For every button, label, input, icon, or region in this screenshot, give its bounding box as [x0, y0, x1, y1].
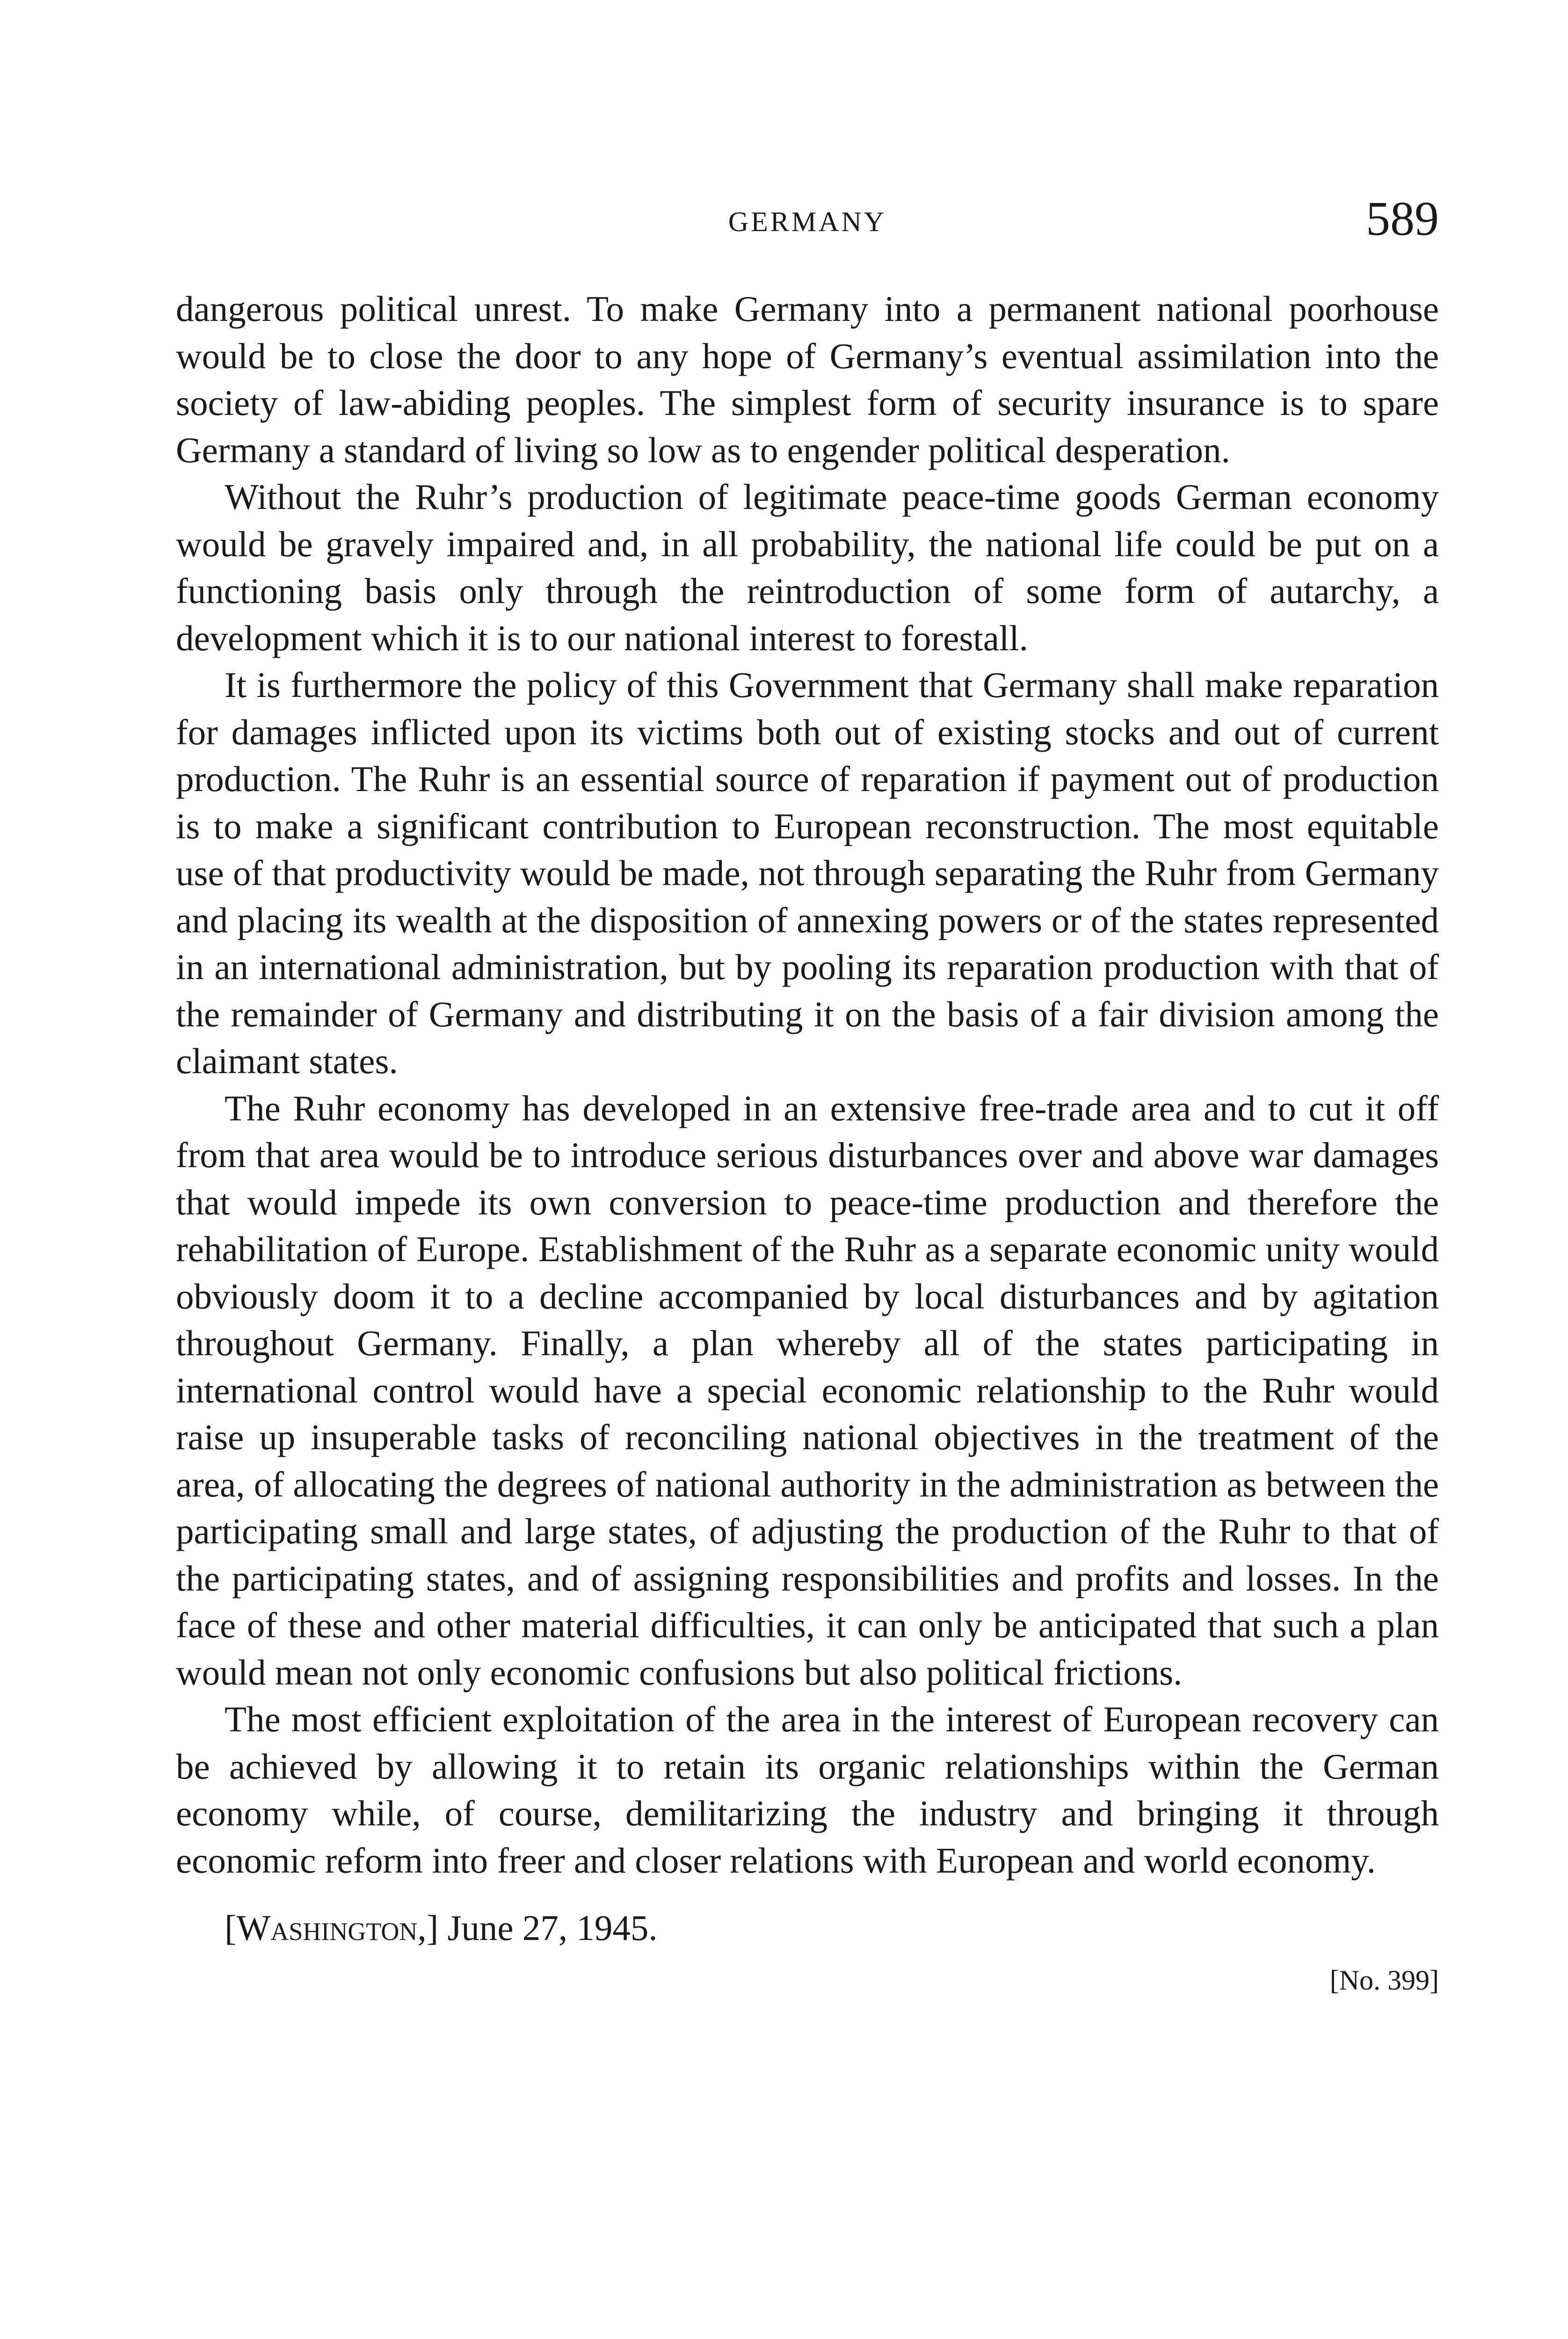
body-text	[176, 285, 1439, 1884]
document-number: [No. 399]	[1329, 1965, 1439, 1996]
dateline-date: June 27, 1945.	[447, 1908, 658, 1948]
document-page	[176, 187, 1439, 1997]
paragraph-continued: dangerous political unrest. To make Germany into a permanent national poorhouse would be to close the door to any hope of Germany’s eventual assimilation into the society of law-abiding peoples. The simplest form of security insurance is to spare Germany a standard of living so low as to engender political desperation.	[176, 289, 1439, 470]
paragraph: It is furthermore the policy of this Government that Germany shall make reparation for damages inflicted upon its victims both out of existing stocks and out of current production. The Ruhr is an essential source of reparation if payment out of production is to make a significant contribution to European reconstruction. The most equitable use of that productivity would be made, not through separating the Ruhr from Germany and placing its wealth at the disposition of annexing powers or of the states represented in an international administration, but by pooling its reparation production with that of the remainder of Germany and distributing it on the basis of a fair division among the claimant states.	[176, 665, 1439, 1081]
paragraph: The Ruhr economy has developed in an extensive free-trade area and to cut it off from that area would be to introduce serious disturbances over and above war damages that would impede its own conversion to peace-time production and therefore the rehabilitation of Europe. Establishment of the Ruhr as a separate economic unity would obviously doom it to a decline accompanied by local disturbances and by agitation throughout Germany. Finally, a plan whereby all of the states participating in international control would have a special economic relationship to the Ruhr would raise up insuperable tasks of reconciling national objectives in the treatment of the area, of allocating the degrees of national authority in the administration as between the participating small and large states, of adjusting the production of the Ruhr to that of the participating states, and of assigning responsibilities and profits and losses. In the face of these and other material difficulties, it can only be anticipated that such a plan would mean not only economic confusions but also political frictions.	[176, 1088, 1439, 1693]
paragraph: Without the Ruhr’s production of legitimate peace-time goods German economy would be gravely impaired and, in all probability, the national life could be put on a functioning basis only through the reintroduction of some form of autarchy, a development which it is to our national interest to forestall.	[176, 477, 1439, 658]
running-title: GERMANY	[728, 206, 887, 237]
page-number: 589	[1366, 192, 1439, 246]
paragraph: The most efficient exploitation of the area in the interest of European recovery can be achieved by allowing it to retain its organic relationships within the German economy while, of course, demilitarizing the industry and bringing it through economic reform into freer and closer relations with European and world economy.	[176, 1699, 1439, 1881]
dateline	[225, 1904, 1439, 1951]
dateline-place: [Washington,]	[225, 1908, 439, 1948]
running-head	[176, 187, 1439, 257]
